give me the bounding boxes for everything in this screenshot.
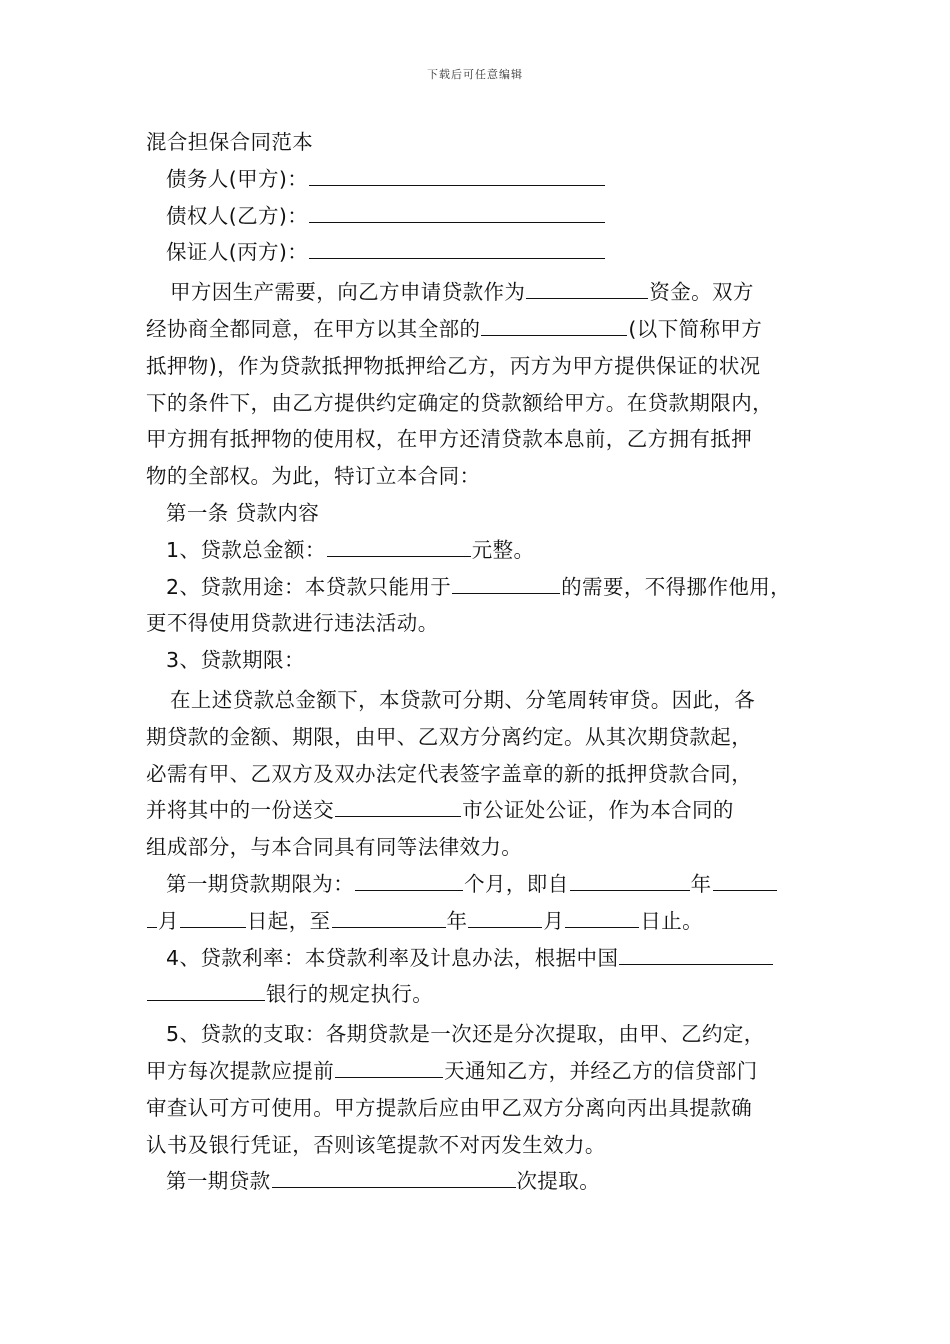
item-1-suffix: 元整。 (471, 537, 535, 562)
period-text: 月 (158, 908, 179, 933)
party-b-blank (309, 204, 605, 223)
period-text: 月 (543, 908, 565, 933)
para-3-line-3: 必需有甲、乙双方及双办法定代表签字盖章的新的抵押贷款合同， (146, 761, 753, 786)
article-1-heading: 第一条 贷款内容 (166, 500, 320, 525)
item-4-row (146, 940, 818, 977)
loan-purpose-blank (526, 280, 648, 299)
item-5-row: 5、贷款的支取：各期贷款是一次还是分次提取，由甲、乙约定， (166, 1022, 765, 1047)
para-3-line-4 (146, 792, 818, 829)
bank-name-blank-b (147, 982, 265, 1001)
period-text: 日起，至 (246, 908, 331, 933)
intro-text: 资金。双方 (649, 280, 754, 305)
months-blank (355, 872, 463, 891)
loan-amount-blank (327, 538, 471, 557)
para-3-line-2: 期贷款的金额、期限，由甲、乙双方分离约定。从其次期贷款起， (146, 724, 753, 749)
item-4-row-cont (146, 976, 818, 1013)
intro-text: 甲方因生产需要，向乙方申请贷款作为 (170, 280, 526, 305)
party-a-label: 债务人(甲方)： (166, 166, 309, 191)
notary-city-blank (335, 798, 461, 817)
bank-name-blank-a (619, 946, 773, 965)
item-2-row (146, 569, 818, 606)
para-3-line-5: 组成部分，与本合同具有同等法律效力。 (146, 835, 523, 860)
intro-line-5: 甲方拥有抵押物的使用权，在甲方还清贷款本息前，乙方拥有抵押 (146, 427, 753, 452)
draw-count-blank (272, 1169, 516, 1188)
party-c-blank (309, 240, 605, 259)
item-5-text: 天通知乙方，并经乙方的信贷部门 (444, 1058, 758, 1083)
item-2-label: 2、贷款用途：本贷款只能用于 (166, 574, 452, 599)
loan-usage-blank (452, 575, 560, 594)
party-b-row (146, 198, 818, 235)
period-label: 第一期贷款期限为： (166, 871, 355, 896)
period-text: 日止。 (640, 908, 704, 933)
contract-title: 混合担保合同范本 (146, 130, 314, 154)
intro-text: (以下简称甲方 (628, 316, 763, 341)
item-5-row-4: 认书及银行凭证，否则该笔提款不对丙发生效力。 (146, 1132, 606, 1157)
notice-days-blank (335, 1059, 443, 1078)
item-5-row-2 (146, 1053, 818, 1090)
page-header-note: 下载后可任意编辑 (427, 68, 523, 81)
party-a-row (146, 161, 818, 198)
para-3-text: 并将其中的一份送交 (146, 798, 335, 823)
party-c-label: 保证人(丙方)： (166, 240, 309, 265)
end-day-blank (565, 909, 639, 928)
period-text: 年 (690, 871, 712, 896)
start-month-blank-a (713, 872, 777, 891)
start-month-blank-b (147, 909, 157, 928)
end-month-blank (468, 909, 542, 928)
first-draw-label: 第一期贷款 (166, 1169, 271, 1194)
contract-body (146, 124, 818, 1200)
item-1-label: 1、贷款总金额： (166, 537, 326, 562)
item-1-row (146, 532, 818, 569)
item-5-text: 甲方每次提款应提前 (146, 1058, 335, 1083)
intro-line-4: 下的条件下，由乙方提供约定确定的贷款额给甲方。在贷款期限内， (146, 390, 773, 415)
para-3-line-1: 在上述贷款总金额下，本贷款可分期、分笔周转审贷。因此，各 (170, 687, 756, 712)
party-c-row (146, 234, 818, 271)
period-text: 年 (446, 908, 468, 933)
item-2-row-cont: 更不得使用贷款进行违法活动。 (146, 611, 439, 636)
party-a-blank (309, 167, 605, 186)
first-draw-suffix: 次提取。 (516, 1169, 601, 1194)
item-3-heading: 3、贷款期限： (166, 648, 305, 673)
item-4-label: 4、贷款利率：本贷款利率及计息办法，根据中国 (166, 945, 619, 970)
intro-line-2 (146, 311, 818, 348)
period-row-1 (146, 866, 818, 903)
party-b-label: 债权人(乙方)： (166, 203, 309, 228)
period-text: 个月，即自 (464, 871, 569, 896)
para-3-text: 市公证处公证，作为本合同的 (462, 798, 734, 823)
period-row-2 (146, 903, 818, 940)
end-year-blank (332, 909, 446, 928)
collateral-blank (481, 317, 627, 336)
intro-text: 经协商全都同意，在甲方以其全部的 (146, 316, 481, 341)
item-5-row-3: 审查认可方可使用。甲方提款后应由甲乙双方分离向丙出具提款确 (146, 1095, 753, 1120)
item-2-text: 的需要，不得挪作他用， (561, 574, 792, 599)
start-day-blank (180, 909, 246, 928)
intro-line-3: 抵押物)，作为贷款抵押物抵押给乙方，丙方为甲方提供保证的状况 (146, 353, 761, 378)
start-year-blank (570, 872, 690, 891)
item-4-text: 银行的规定执行。 (266, 982, 434, 1007)
intro-line-6: 物的全部权。为此，特订立本合同： (146, 464, 481, 489)
first-draw-row (146, 1163, 818, 1200)
intro-line-1 (146, 274, 818, 311)
